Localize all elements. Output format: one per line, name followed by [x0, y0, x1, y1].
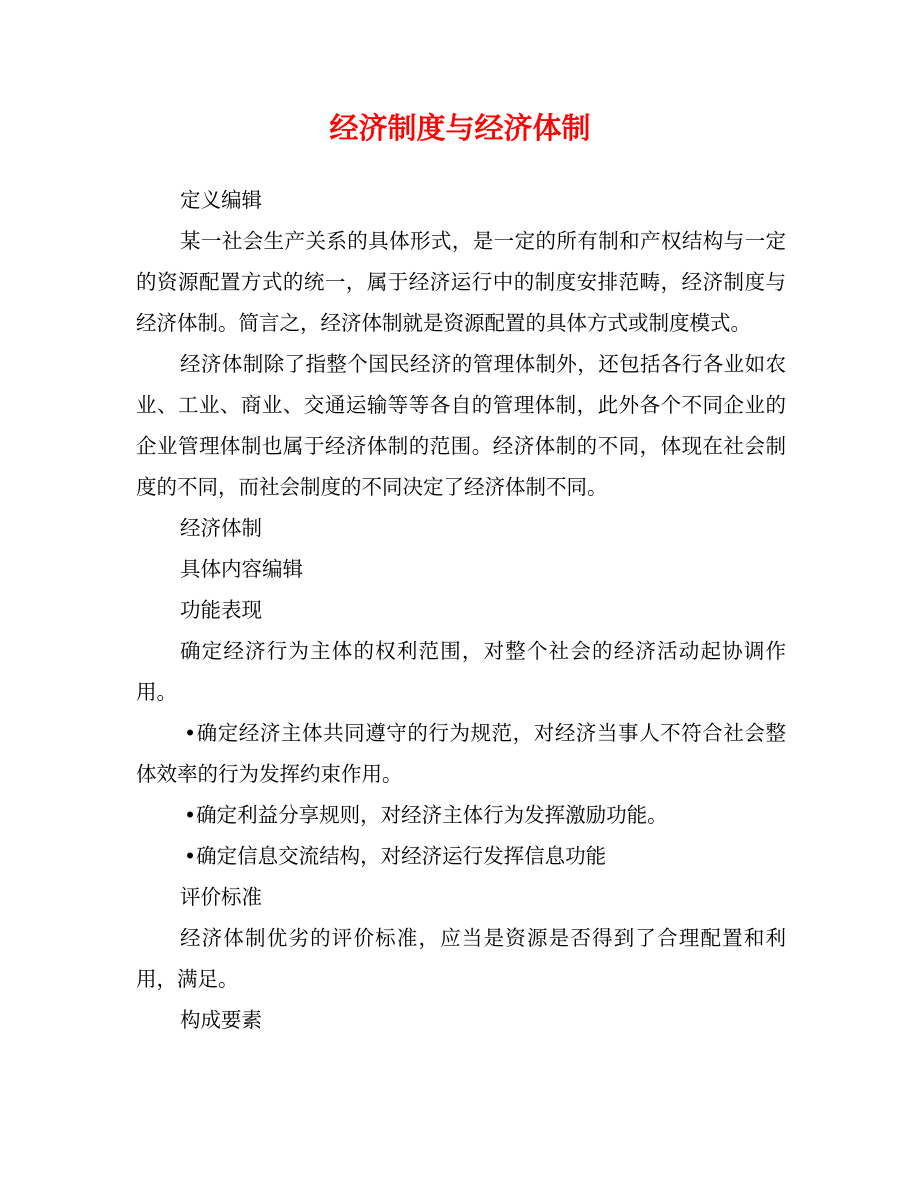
- section-heading-elements: 构成要素: [180, 1008, 262, 1032]
- document-body: [136, 180, 786, 1041]
- paragraph-evaluation: 经济体制优劣的评价标准，应当是资源是否得到了合理配置和利用，满足。: [136, 926, 786, 991]
- bullet-item-incentive: •确定利益分享规则，对经济主体行为发挥激励功能。: [184, 803, 668, 827]
- bullet-item-information: •确定信息交流结构，对经济运行发挥信息功能: [184, 844, 607, 868]
- section-heading-evaluation: 评价标准: [180, 885, 262, 909]
- paragraph-definition: 某一社会生产关系的具体形式，是一定的所有制和产权结构与一定的资源配置方式的统一，属于经济运行中的制度安排范畴，经济制度与经济体制。简言之，经济体制就是资源配置的具体方式或制度模式。: [136, 229, 786, 335]
- paragraph-scope: 经济体制除了指整个国民经济的管理体制外，还包括各行各业如农业、工业、商业、交通运输等等各自的管理体制，此外各个不同企业的企业管理体制也属于经济体制的范围。经济体制的不同，体现在社会制度的不同，而社会制度的不同决定了经济体制不同。: [136, 352, 786, 499]
- section-heading-functions: 功能表现: [180, 598, 262, 622]
- section-heading-contents: 具体内容编辑: [180, 557, 303, 581]
- page-title: 经济制度与经济体制: [329, 111, 591, 145]
- section-heading-economic-system: 经济体制: [180, 516, 262, 540]
- bullet-item-norms: •确定经济主体共同遵守的行为规范，对经济当事人不符合社会整体效率的行为发挥约束作用。: [136, 721, 786, 786]
- paragraph-function-rights: 确定经济行为主体的权利范围，对整个社会的经济活动起协调作用。: [136, 639, 786, 704]
- section-heading-definition: 定义编辑: [180, 188, 262, 212]
